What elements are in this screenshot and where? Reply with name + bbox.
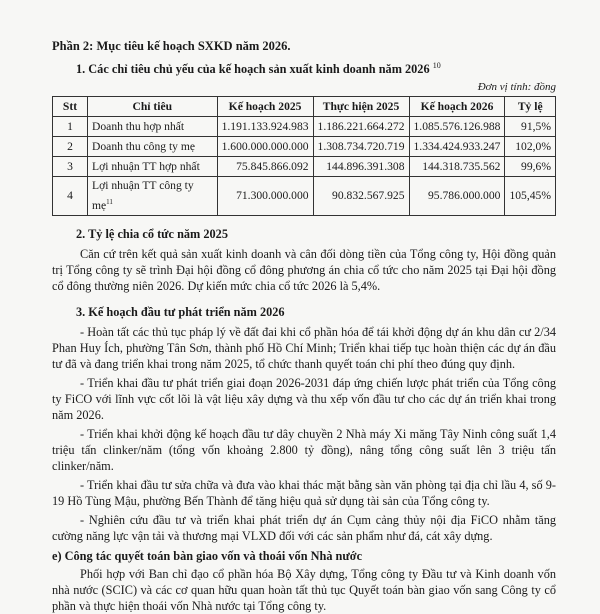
table-row xyxy=(53,157,556,177)
cell-kh2025: 71.300.000.000 xyxy=(217,177,313,216)
footnote-ref: 10 xyxy=(432,61,441,70)
sectionE-paragraph: Phối hợp với Ban chỉ đạo cổ phần hóa Bộ Xây dựng, Tổng công ty Đầu tư và Kinh doanh vốn nhà nước (SCIC) và các cơ quan hữu quan hoàn tất thủ tục Quyết toán bàn giao vốn sang Công ty cổ phần và thực hiện thoái vốn Nhà nước tại Tổng công ty. xyxy=(52,566,556,613)
section3-paragraph: - Triển khai đầu tư sửa chữa và đưa vào khai thác mặt bằng sàn văn phòng tại địa chỉ lầu 4, số 9-19 Hồ Tùng Mậu, phường Bến Thành để tăng hiệu quả sử dụng tài sản của Tổng công ty. xyxy=(52,477,556,508)
section3-paragraph: - Nghiên cứu đầu tư và triển khai phát triển dự án Cụm cảng thủy nội địa FiCO nhằm tăng cường năng lực vận tải và thương mại VLXD đối với các sản phẩm như đá, cát xây dựng. xyxy=(52,512,556,543)
cell-kh2025: 1.600.000.000.000 xyxy=(217,137,313,157)
header-th2025: Thực hiện 2025 xyxy=(313,97,409,117)
table-row xyxy=(53,137,556,157)
cell-name: Doanh thu công ty mẹ xyxy=(88,137,218,157)
unit-label: Đơn vị tính: đồng xyxy=(477,81,556,94)
cell-th2025: 90.832.567.925 xyxy=(313,177,409,216)
cell-stt: 4 xyxy=(53,177,88,216)
cell-kh2026: 144.318.735.562 xyxy=(409,157,505,177)
cell-ratio: 102,0% xyxy=(505,137,556,157)
cell-kh2026: 95.786.000.000 xyxy=(409,177,505,216)
cell-kh2025: 1.191.133.924.983 xyxy=(217,117,313,137)
cell-th2025: 144.896.391.308 xyxy=(313,157,409,177)
plan-table xyxy=(52,96,556,216)
part-title: Phần 2: Mục tiêu kế hoạch SXKD năm 2026. xyxy=(52,39,291,53)
section3-paragraph: - Triển khai khởi động kế hoạch đầu tư dây chuyền 2 Nhà máy Xi măng Tây Ninh công suất 1,4 triệu tấn clinker/năm (tổng vốn khoảng 2.800 tỷ đồng), nâng tổng công suất lên 3 triệu tấn clinker/năm. xyxy=(52,426,556,473)
section1-title: 1. Các chỉ tiêu chủ yếu của kế hoạch sản xuất kinh doanh năm 2026 $^{10}$ xyxy=(76,61,441,77)
cell-stt: 1 xyxy=(53,117,88,137)
footnote-ref: 11 xyxy=(106,198,113,207)
cell-ratio: 105,45% xyxy=(505,177,556,216)
table-header-row xyxy=(53,97,556,117)
section3-title: 3. Kế hoạch đầu tư phát triển năm 2026 xyxy=(76,304,285,319)
cell-stt: 3 xyxy=(53,157,88,177)
section3-paragraph: - Hoàn tất các thủ tục pháp lý về đất đai khi cổ phần hóa để tái khởi động dự án khu dân cư 2/34 Phan Huy Ích, phường Tân Sơn, thành phố Hồ Chí Minh; Triển khai tiếp tục hoàn thiện các dự án đầu tư đã và đang triển khai trong năm 2025, tổ chức thanh quyết toán chi phí theo đúng quy định. xyxy=(52,324,556,371)
table-row xyxy=(53,117,556,137)
cell-th2025: 1.308.734.720.719 xyxy=(313,137,409,157)
section3-paragraph: - Triển khai đầu tư phát triển giai đoạn 2026-2031 đáp ứng chiến lược phát triển của Tổng công ty FiCO với lĩnh vực cốt lõi là vật liệu xây dựng và thu xếp vốn đầu tư cho các dự án triển khai trong năm 2026. xyxy=(52,375,556,422)
cell-ratio: 99,6% xyxy=(505,157,556,177)
cell-kh2025: 75.845.866.092 xyxy=(217,157,313,177)
cell-stt: 2 xyxy=(53,137,88,157)
cell-kh2026: 1.334.424.933.247 xyxy=(409,137,505,157)
cell-kh2026: 1.085.576.126.988 xyxy=(409,117,505,137)
header-kh2026: Kế hoạch 2026 xyxy=(409,97,505,117)
header-stt: Stt xyxy=(53,97,88,117)
cell-name: Doanh thu hợp nhất xyxy=(88,117,218,137)
cell-name: Lợi nhuận TT công ty mẹ$^{11}$ xyxy=(88,177,218,216)
cell-ratio: 91,5% xyxy=(505,117,556,137)
header-kh2025: Kế hoạch 2025 xyxy=(217,97,313,117)
sectionE-title: e) Công tác quyết toán bàn giao vốn và thoái vốn Nhà nước xyxy=(52,548,363,563)
section2-title: 2. Tỷ lệ chia cổ tức năm 2025 xyxy=(76,226,228,241)
table-row xyxy=(53,177,556,216)
section2-paragraph: Căn cứ trên kết quả sản xuất kinh doanh và cân đối dòng tiền của Tổng công ty, Hội đồng quản trị Tổng công ty sẽ trình Đại hội đồng cổ đông phương án chia cổ tức cho năm 2025 tại Đại hội đồng cổ đông thường niên 2026. Dự kiến mức chia cổ tức 2026 là 5,4%. xyxy=(52,246,556,293)
cell-th2025: 1.186.221.664.272 xyxy=(313,117,409,137)
header-name: Chỉ tiêu xyxy=(88,97,218,117)
cell-name: Lợi nhuận TT hợp nhất xyxy=(88,157,218,177)
header-ratio: Tỷ lệ xyxy=(505,97,556,117)
